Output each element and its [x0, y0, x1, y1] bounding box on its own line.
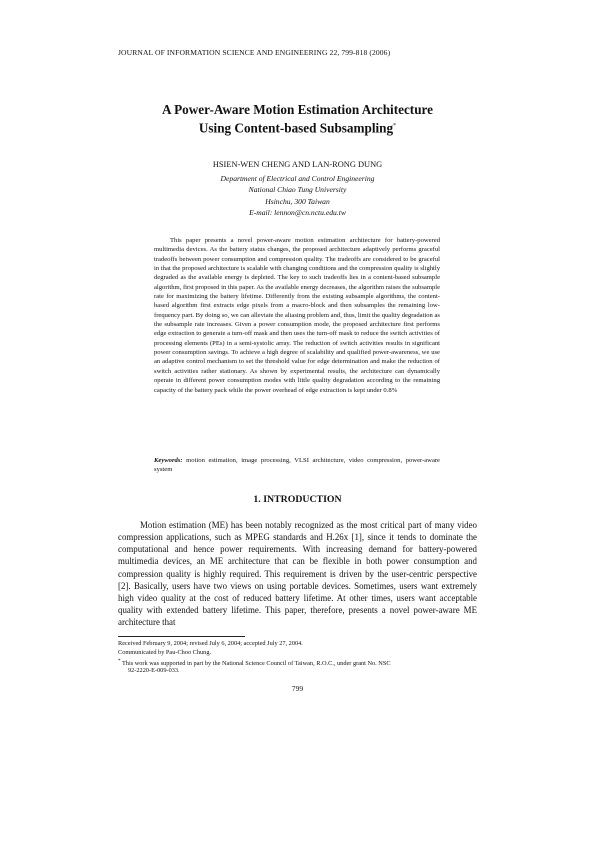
footnote-communicated: Communicated by Pau-Choo Chung. [118, 649, 212, 656]
affiliation-email: E-mail: lennon@cn.nctu.edu.tw [249, 208, 346, 218]
affiliation-university: National Chiao Tung University [248, 185, 347, 195]
footnote-received: Received February 9, 2004; revised July 6, 2004; accepted July 27, 2004. [118, 640, 303, 647]
affiliation-location: Hsinchu, 300 Taiwan [265, 196, 330, 206]
journal-header: JOURNAL OF INFORMATION SCIENCE AND ENGINEERING 22, 799-818 (2006) [118, 48, 391, 57]
footnote-support-mark: * [118, 659, 121, 664]
footnote-support-text: This work was supported in part by the National Science Council of Taiwan, R.O.C., under grant No. NSC [120, 660, 391, 668]
footnote-grant: 92-2220-E-009-033. [128, 667, 180, 674]
paper-title [0, 101, 595, 136]
keywords-text: motion estimation, image processing, VLSI architecture, video compression, power-aware system [154, 457, 440, 474]
affiliation-department: Department of Electrical and Control Engineering [220, 174, 375, 183]
intro-paragraph: Motion estimation (ME) has been notably recognized as the most critical part of many video compression applications, such as MPEG standards and H.26x [1], since it tends to dominate the computational and hence power requirements. With increasing demand for battery-powered multimedia devices, an ME architecture that can be flexible in both power consumption and compression quality is highly required. This requirement is driven by the user-centric perspective [2]. Basically, users have two views on using portable devices. Sometimes, users want extremely high video quality at the cost of reduced battery lifetime. At other times, users want acceptable quality with extended battery lifetime. This paper, therefore, presents a novel power-aware ME architecture that [118, 520, 477, 628]
section-heading: 1. INTRODUCTION [253, 494, 342, 505]
keywords-label: Keywords: [154, 457, 183, 464]
abstract: This paper presents a novel power-aware motion estimation architecture for battery-powered multimedia devices. As the battery status changes, the proposed architecture adaptively performs graceful tradeoffs between power consumption and compression quality. The tradeoffs are considered to be graceful in that the proposed architecture is scalable with changing conditions and the compression quality is slightly degraded as the available energy is depleted. The key to such tradeoffs lies in a content-based subsample algorithm, first proposed in this paper. As the available energy decreases, the algorithm raises the subsample rate for maximizing the battery lifetime. Differently from the existing subsample algorithms, the content-based algorithm first extracts edge pixels from a macro-block and then subsamples the remaining low-frequency part. By doing so, we can alleviate the aliasing problem and, thus, limit the quality degradation as the subsample rate increases. Given a power consumption mode, the proposed architecture first performs edge extraction to generate a turn-off mask and then uses the turn-off mask to reduce the switch activities of processing elements (PEs) in a semi-systolic array. The reduction of switch activities results in significant power consumption savings. To achieve a high degree of scalability and qualified power-awareness, we use an adaptive control mechanism to set the threshold value for edge determination and make the reduction of switch activities rather stationary. As shown by experimental results, the architecture can dynamically operate in different power consumption modes with little quality degradation according to the remaining capacity of the battery pack while the power overhead of edge extraction is kept under 0.8% [154, 237, 440, 394]
keywords [154, 456, 440, 475]
title-line-1: A Power-Aware Motion Estimation Architecture [161, 102, 434, 117]
footnote-rule [118, 636, 245, 637]
title-line-2 [0, 118, 595, 136]
title-footnote-mark: * [393, 123, 397, 129]
affiliation [0, 173, 595, 219]
page-number: 799 [291, 684, 304, 693]
title-line-2-text: Using Content-based Subsampling [198, 120, 394, 136]
authors: HSIEN-WEN CHENG AND LAN-RONG DUNG [212, 160, 383, 169]
